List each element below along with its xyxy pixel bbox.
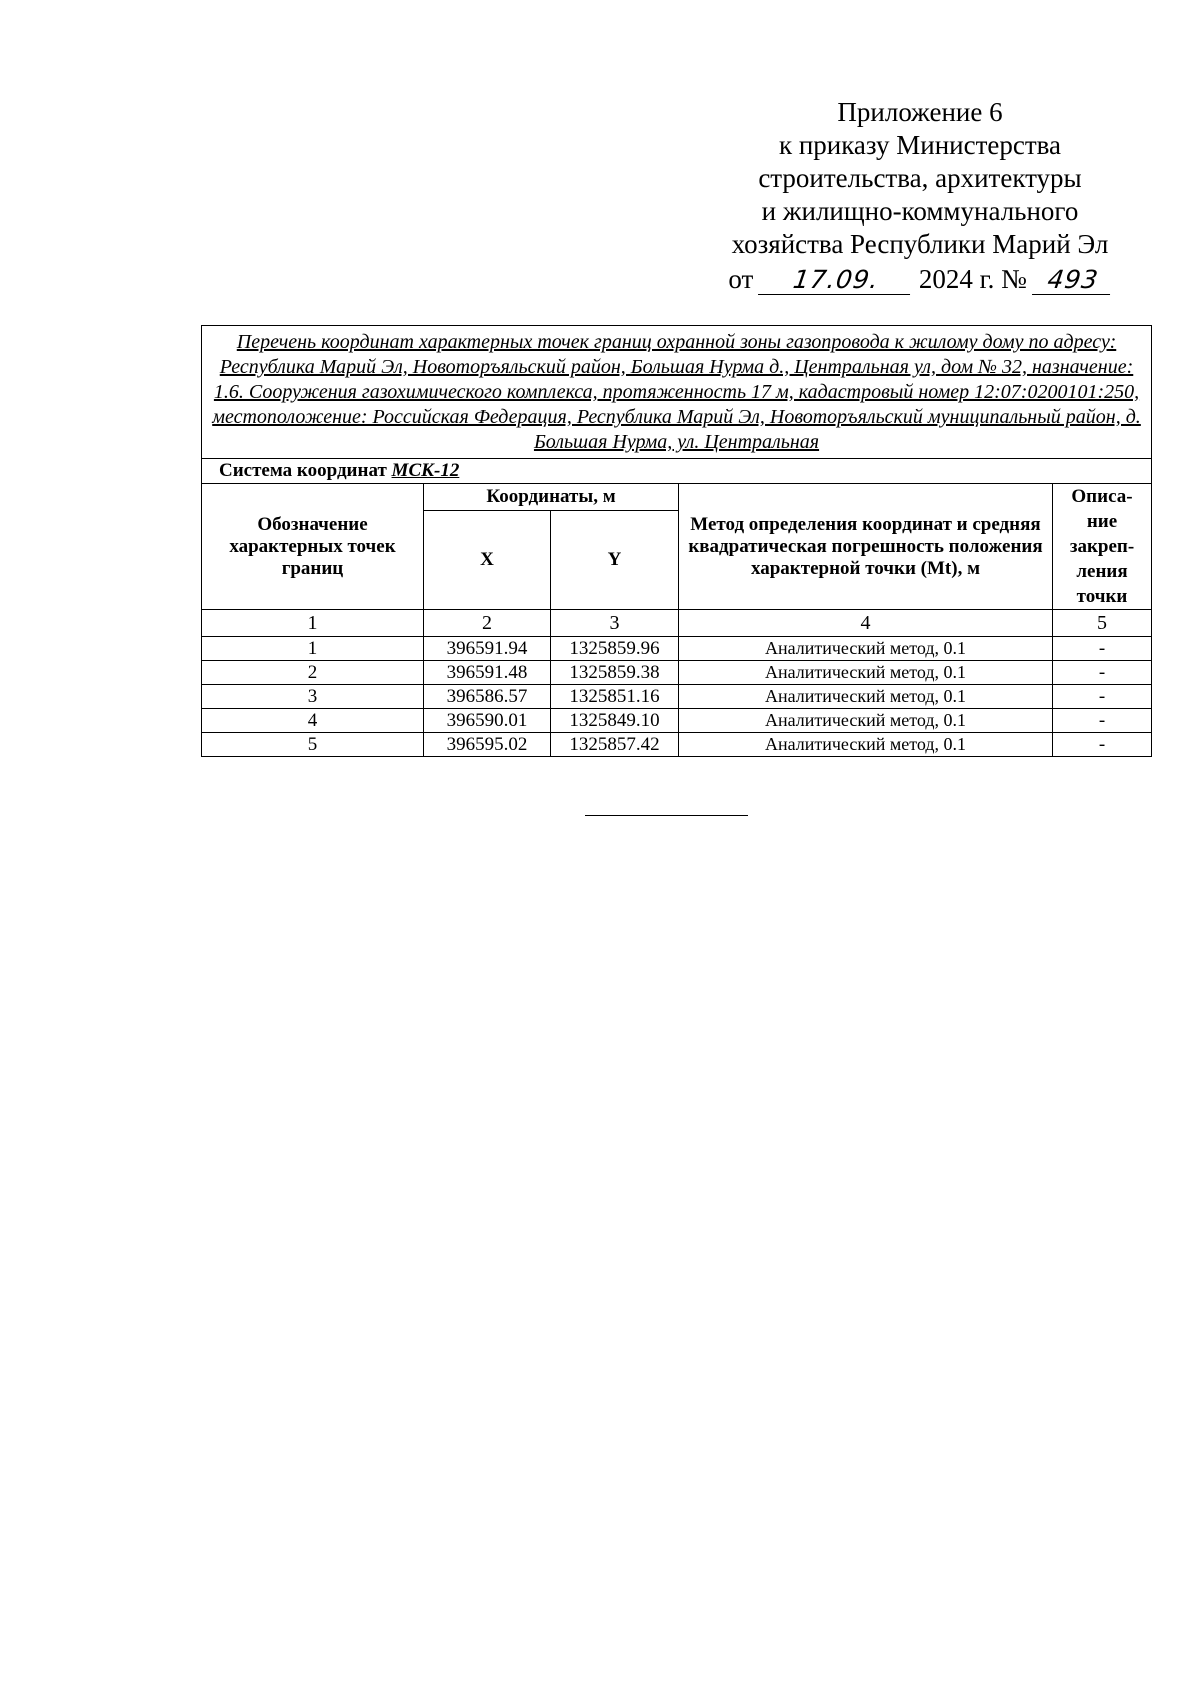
year-text: 2024 г. № xyxy=(918,264,1027,294)
description: - xyxy=(1053,661,1152,685)
method: Аналитический метод, 0.1 xyxy=(679,661,1053,685)
description: - xyxy=(1053,685,1152,709)
header-designation: Обозначение характерных точек границ xyxy=(202,484,424,610)
header-x: X xyxy=(424,511,551,610)
end-divider xyxy=(585,815,748,816)
method: Аналитический метод, 0.1 xyxy=(679,733,1053,757)
table-row xyxy=(202,637,1152,661)
column-number: 2 xyxy=(424,610,551,637)
header-line-2: к приказу Министерства xyxy=(778,130,1062,160)
x-coordinate: 396595.02 xyxy=(424,733,551,757)
header-method: Метод определения координат и средняя квадратическая погрешность положения характерной точки (Mt), м xyxy=(679,484,1053,610)
x-coordinate: 396590.01 xyxy=(424,709,551,733)
description: - xyxy=(1053,733,1152,757)
method: Аналитический метод, 0.1 xyxy=(679,637,1053,661)
point-number: 5 xyxy=(202,733,424,757)
method: Аналитический метод, 0.1 xyxy=(679,709,1053,733)
header-line-3: строительства, архитектуры xyxy=(758,163,1082,193)
point-number: 2 xyxy=(202,661,424,685)
header-coordinates: Координаты, м xyxy=(424,484,679,511)
header-description xyxy=(1053,484,1152,610)
y-coordinate: 1325859.96 xyxy=(551,637,679,661)
description: - xyxy=(1053,637,1152,661)
x-coordinate: 396586.57 xyxy=(424,685,551,709)
x-coordinate: 396591.48 xyxy=(424,661,551,685)
column-number: 3 xyxy=(551,610,679,637)
date-prefix: от xyxy=(728,264,754,294)
point-number: 3 xyxy=(202,685,424,709)
table-row xyxy=(202,661,1152,685)
y-coordinate: 1325857.42 xyxy=(551,733,679,757)
column-number-row xyxy=(202,610,1152,637)
appendix-title: Приложение 6 xyxy=(837,97,1003,127)
header-line-5: хозяйства Республики Марий Эл xyxy=(731,229,1109,259)
order-date-line xyxy=(700,263,1140,296)
column-number: 5 xyxy=(1053,610,1152,637)
header-description-text: Описа-ние закреп-ления точки xyxy=(1069,486,1135,607)
y-coordinate: 1325851.16 xyxy=(551,685,679,709)
y-coordinate: 1325859.38 xyxy=(551,661,679,685)
table-row xyxy=(202,685,1152,709)
method: Аналитический метод, 0.1 xyxy=(679,685,1053,709)
header-line-4: и жилищно-коммунального xyxy=(761,196,1079,226)
point-number: 4 xyxy=(202,709,424,733)
header-y: Y xyxy=(551,511,679,610)
coordinate-system xyxy=(202,459,1152,484)
column-number: 1 xyxy=(202,610,424,637)
point-number: 1 xyxy=(202,637,424,661)
y-coordinate: 1325849.10 xyxy=(551,709,679,733)
coordinates-table xyxy=(201,325,1152,757)
x-coordinate: 396591.94 xyxy=(424,637,551,661)
table-row xyxy=(202,709,1152,733)
coordinate-system-label: Система координат xyxy=(219,460,387,481)
table-title: Перечень координат характерных точек границ охранной зоны газопровода к жилому дому по адресу: Республика Марий Эл, Новоторъяльский район, Большая Нурма д., Центральная ул, дом № 32, назначение: 1.6. Сооружения газохимического комплекса, протяженность 17 м, кадастровый номер 12:07:0200101:250, местоположение: Российская Федерация, Республика Марий Эл, Новоторъяльский муниципальный район, д. Большая Нурма, ул. Центральная xyxy=(202,326,1152,459)
description: - xyxy=(1053,709,1152,733)
column-number: 4 xyxy=(679,610,1053,637)
order-number: 493 xyxy=(1032,266,1114,295)
coordinate-system-value: МСК-12 xyxy=(391,460,460,481)
order-date: 17.09. xyxy=(758,266,914,295)
table-row xyxy=(202,733,1152,757)
appendix-header xyxy=(700,96,1140,296)
